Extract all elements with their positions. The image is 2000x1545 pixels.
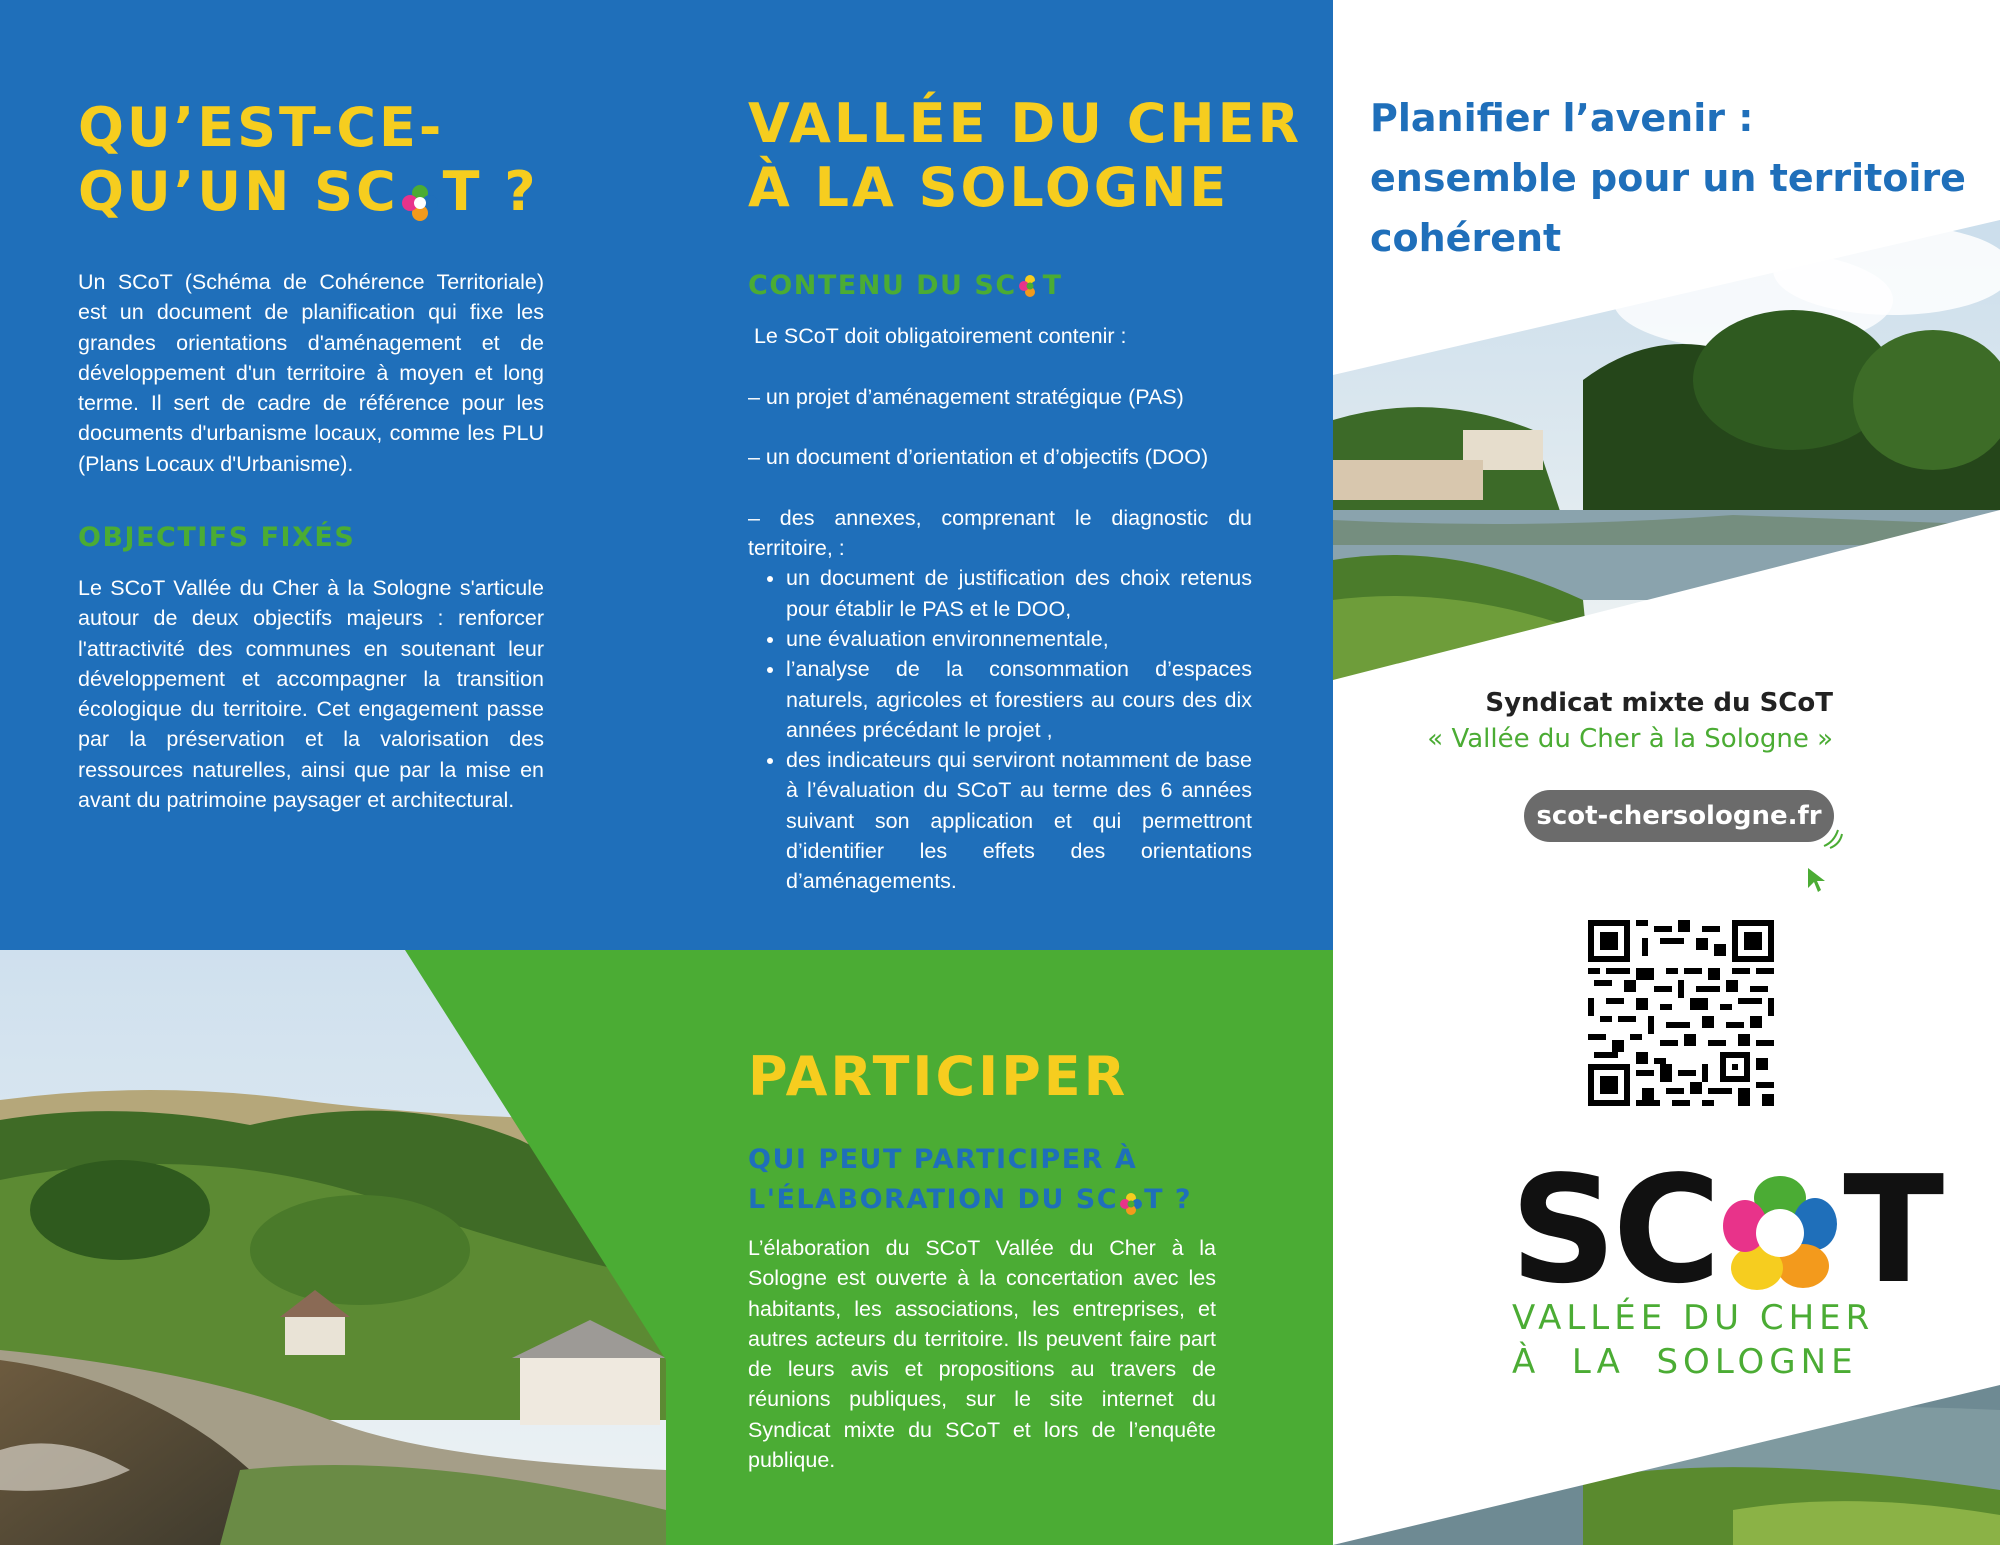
contenu-heading-pre: CONTENU DU SC — [748, 270, 1017, 301]
col2-title-line2: À LA SOLOGNE — [748, 156, 1230, 219]
scot-logo — [1510, 1144, 1941, 1316]
contenu-item-doo: – un document d’orientation et d’objectifs (DOO) — [748, 445, 1209, 470]
col1-title-line1: QU’EST-CE- — [78, 96, 445, 159]
scot-o-logo-icon — [401, 172, 439, 210]
tagline-line2: ensemble pour un territoire — [1370, 156, 1966, 200]
participer-title: PARTICIPER — [748, 1045, 1129, 1108]
annexes-bullet-list — [748, 563, 1252, 896]
participer-sub-line2-post: T ? — [1144, 1184, 1193, 1215]
contenu-intro: Le SCoT doit obligatoirement contenir : — [748, 324, 1127, 348]
logo-text-pre: SC — [1510, 1144, 1718, 1316]
cover-tagline — [1370, 88, 1970, 268]
contenu-heading — [748, 270, 1063, 301]
objectifs-heading: OBJECTIFS FIXÉS — [78, 522, 356, 553]
objectifs-text: Le SCoT Vallée du Cher à la Sologne s'articule autour de deux objectifs majeurs : renforcer l'attractivité des communes en soutenant leur développement et accompagner la transition écologique du territoire. Cet engagement passe par la préservation et la valorisation des ressources naturelles, ainsi que par la mise en avant du patrimoine paysager et architectural. — [78, 576, 544, 813]
list-item: • l’analyse de la consommation d’espaces naturels, agricoles et forestiers au cours des dix années précédant le projet , — [786, 654, 1252, 745]
logo-sub-line2: À LA SOLOGNE — [1512, 1342, 1858, 1382]
participer-sub-line1: QUI PEUT PARTICIPER À — [748, 1144, 1138, 1175]
contenu-item-annexes: – des annexes, comprenant le diagnostic du territoire, : — [748, 505, 1252, 561]
col1-title-line2-post: T ? — [442, 160, 539, 223]
tagline-line3: cohérent — [1370, 216, 1562, 260]
website-link-button[interactable]: scot-chersologne.fr — [1524, 790, 1834, 842]
contenu-item-pas: – un projet d’aménagement stratégique (PAS) — [748, 384, 1184, 409]
green-diagonal-wedge — [0, 950, 666, 1545]
list-item: • des indicateurs qui serviront notamment de base à l’évaluation du SCoT au terme des 6 années suivant son application et qui permettront d’identifier les effets des orientations d’aménagements. — [786, 745, 1252, 896]
list-item: • un document de justification des choix retenus pour établir le PAS et le DOO, — [786, 563, 1252, 624]
scot-o-logo-icon — [1721, 1171, 1839, 1289]
syndicat-block — [1427, 685, 1833, 757]
list-item: • une évaluation environnementale, — [786, 624, 1252, 654]
participer-subheading — [748, 1140, 1192, 1220]
col2-title — [748, 92, 1308, 220]
logo-text-post: T — [1843, 1144, 1941, 1316]
participer-text: L’élaboration du SCoT Vallée du Cher à la Sologne est ouverte à la concertation avec les habitants, les associations, les entreprises, et autres acteurs du territoire. Ils peuvent faire part de leurs avis et propositions au travers de réunions publiques, sur le site internet du Syndicat mixte du SCoT et lors de l’enquête publique. — [748, 1236, 1216, 1473]
tagline-line1: Planifier l’avenir : — [1370, 96, 1754, 140]
qr-code-icon[interactable] — [1588, 920, 1774, 1106]
col1-title-line2-pre: QU’UN SC — [78, 160, 399, 223]
syndicat-name: Syndicat mixte du SCoT — [1485, 688, 1833, 718]
scot-o-logo-icon — [1120, 1187, 1142, 1209]
logo-subtitle — [1512, 1296, 1874, 1384]
col2-title-line1: VALLÉE DU CHER — [748, 92, 1303, 155]
scot-o-logo-icon — [1019, 273, 1041, 295]
col1-title — [78, 96, 598, 224]
cursor-icon — [1806, 866, 1828, 894]
syndicat-subtitle: « Vallée du Cher à la Sologne » — [1427, 724, 1833, 754]
contenu-heading-post: T — [1042, 270, 1063, 301]
click-waves-icon — [1820, 826, 1844, 850]
contenu-body — [748, 321, 1252, 897]
participer-sub-line2-pre: L'ÉLABORATION DU SC — [748, 1184, 1119, 1215]
col1-intro-text: Un SCoT (Schéma de Cohérence Territoriale) est un document de planification qui fixe les grandes orientations d'aménagement et de développement d'un territoire à moyen et long terme. Il sert de cadre de référence pour les documents d'urbanisme locaux, comme les PLU (Plans Locaux d'Urbanisme). — [78, 270, 544, 476]
logo-sub-line1: VALLÉE DU CHER — [1512, 1298, 1875, 1338]
